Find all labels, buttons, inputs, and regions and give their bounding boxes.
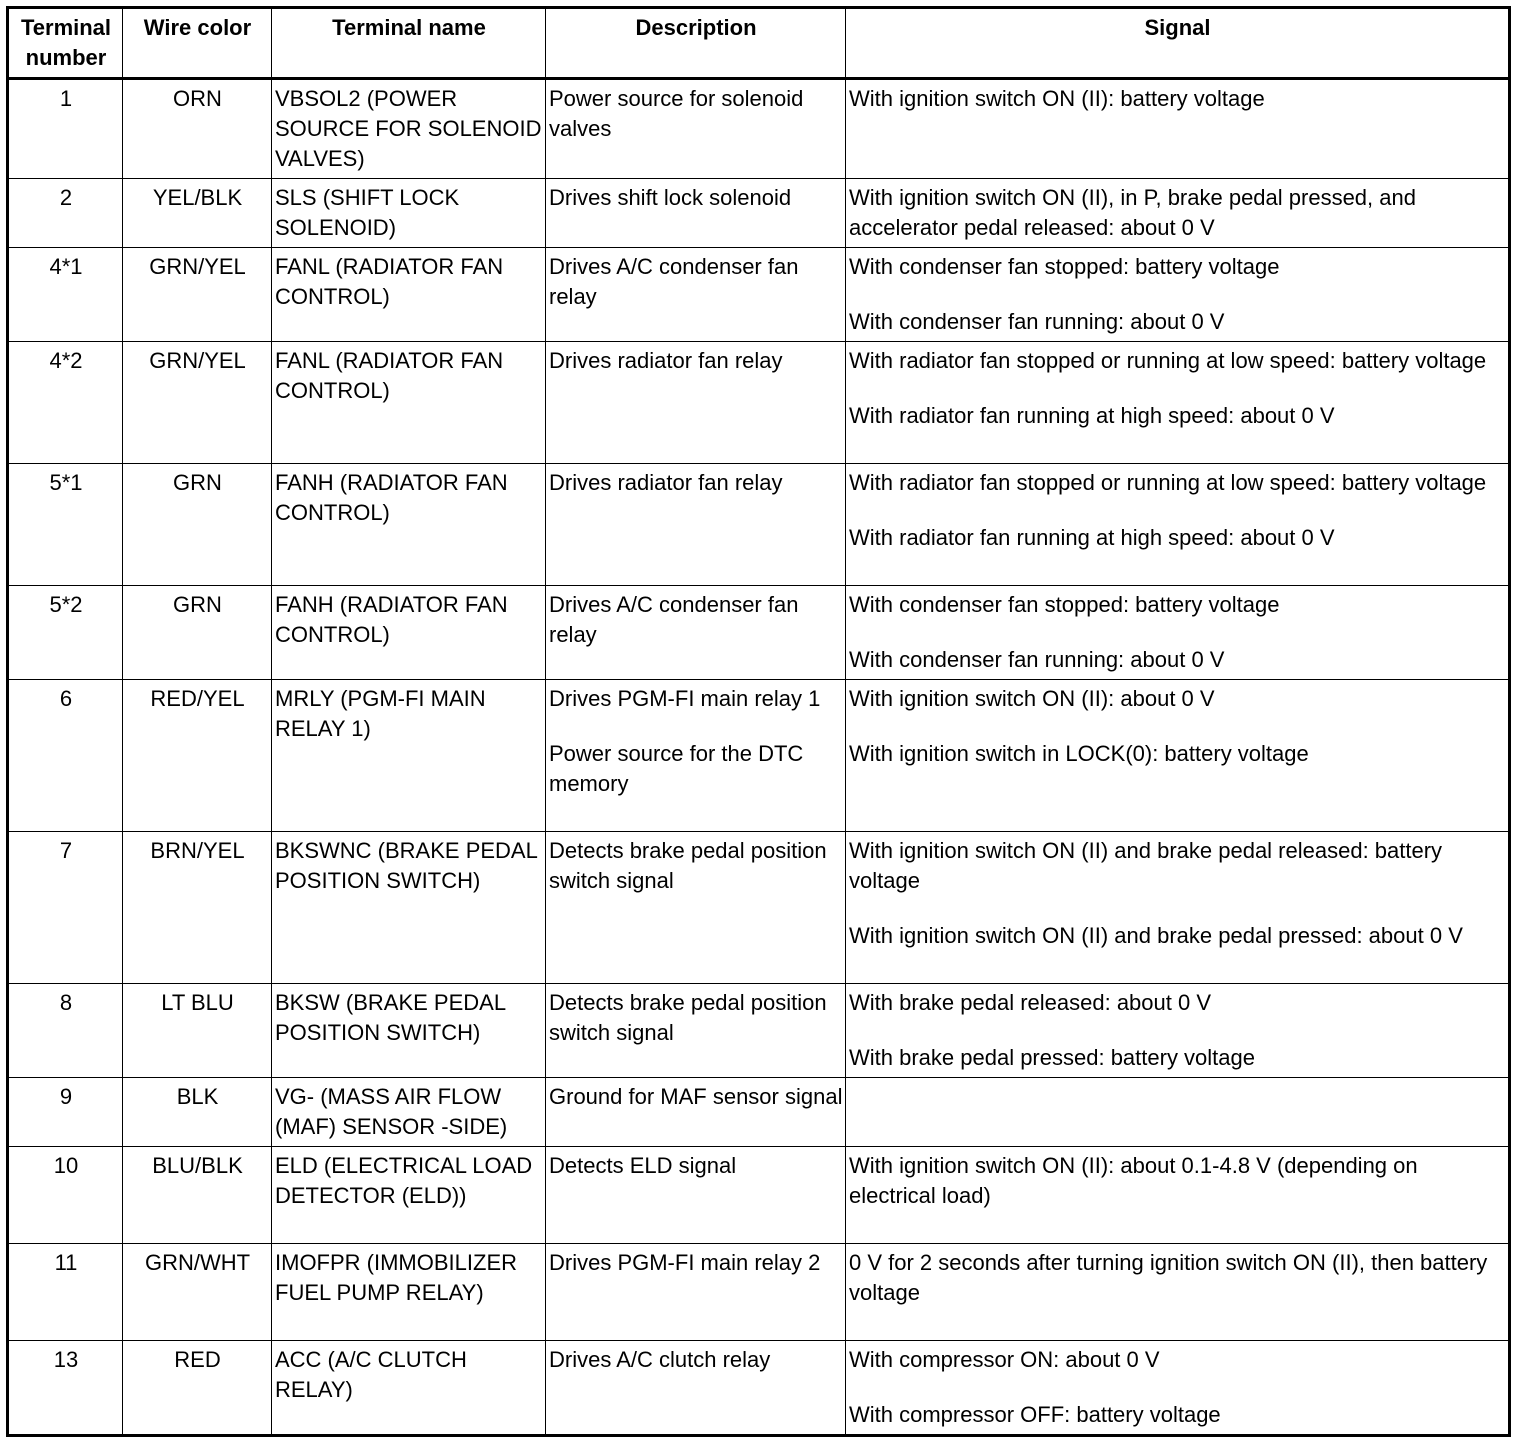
description-cell [546, 1341, 846, 1436]
description-text: Drives A/C clutch relay [549, 1347, 771, 1372]
description-cell [546, 1244, 846, 1341]
terminal-name-cell: MRLY (PGM-FI MAIN RELAY 1) [272, 680, 546, 832]
description-text: Drives PGM-FI main relay 1 [549, 686, 821, 711]
description-text: Drives radiator fan relay [549, 348, 783, 373]
terminal-number-cell: 8 [8, 984, 123, 1078]
description-text: Drives radiator fan relay [549, 470, 783, 495]
signal-cell [846, 1244, 1510, 1341]
signal-text: With ignition switch ON (II) and brake pedal pressed: about 0 V [849, 923, 1463, 948]
terminal-number-cell: 13 [8, 1341, 123, 1436]
description-text: Drives A/C condenser fan relay [549, 592, 799, 647]
signal-cell [846, 680, 1510, 832]
table-row [8, 464, 1510, 586]
signal-cell [846, 79, 1510, 179]
wire-color-cell: LT BLU [123, 984, 272, 1078]
terminal-number-cell: 4*1 [8, 248, 123, 342]
header-terminal-number: Terminal number [8, 8, 123, 79]
table-row [8, 586, 1510, 680]
header-description: Description [546, 8, 846, 79]
wire-color-cell: BRN/YEL [123, 832, 272, 984]
description-text: Ground for MAF sensor signal [549, 1084, 843, 1109]
description-text: Drives PGM-FI main relay 2 [549, 1250, 821, 1275]
table-row [8, 1341, 1510, 1436]
table-row [8, 248, 1510, 342]
terminal-number-cell: 1 [8, 79, 123, 179]
wire-color-cell: BLK [123, 1078, 272, 1147]
signal-text: 0 V for 2 seconds after turning ignition switch ON (II), then battery voltage [849, 1250, 1488, 1305]
terminal-table [6, 6, 1511, 1437]
terminal-name-cell: SLS (SHIFT LOCK SOLENOID) [272, 179, 546, 248]
description-text: Drives A/C condenser fan relay [549, 254, 799, 309]
terminal-name-cell: ACC (A/C CLUTCH RELAY) [272, 1341, 546, 1436]
signal-cell [846, 832, 1510, 984]
wire-color-cell: YEL/BLK [123, 179, 272, 248]
description-text: Detects brake pedal position switch signal [549, 990, 827, 1045]
description-cell [546, 1147, 846, 1244]
terminal-number-cell: 5*2 [8, 586, 123, 680]
signal-text: With radiator fan stopped or running at low speed: battery voltage [849, 348, 1487, 373]
wire-color-cell: BLU/BLK [123, 1147, 272, 1244]
signal-text: With radiator fan running at high speed: about 0 V [849, 525, 1335, 550]
description-cell [546, 179, 846, 248]
table-row [8, 1244, 1510, 1341]
header-signal: Signal [846, 8, 1510, 79]
description-cell [546, 464, 846, 586]
signal-cell [846, 464, 1510, 586]
signal-cell [846, 1147, 1510, 1244]
terminal-name-cell: FANH (RADIATOR FAN CONTROL) [272, 586, 546, 680]
table-row [8, 342, 1510, 464]
signal-text: With ignition switch in LOCK(0): battery voltage [849, 741, 1309, 766]
table-row [8, 832, 1510, 984]
signal-text: With compressor ON: about 0 V [849, 1347, 1160, 1372]
signal-text: With condenser fan stopped: battery voltage [849, 254, 1280, 279]
description-text: Detects brake pedal position switch signal [549, 838, 827, 893]
wire-color-cell: GRN/YEL [123, 342, 272, 464]
wire-color-cell: GRN [123, 586, 272, 680]
table-row [8, 1147, 1510, 1244]
table-header [8, 8, 1510, 79]
terminal-number-cell: 4*2 [8, 342, 123, 464]
table-row [8, 179, 1510, 248]
table-row [8, 680, 1510, 832]
description-cell [546, 680, 846, 832]
terminal-number-cell: 9 [8, 1078, 123, 1147]
signal-text: With condenser fan running: about 0 V [849, 309, 1225, 334]
table-row [8, 79, 1510, 179]
signal-cell [846, 248, 1510, 342]
header-wire-color: Wire color [123, 8, 272, 79]
wire-color-cell: RED/YEL [123, 680, 272, 832]
description-cell [546, 832, 846, 984]
signal-text: With ignition switch ON (II) and brake pedal released: battery voltage [849, 838, 1443, 893]
header-row [8, 8, 1510, 79]
description-cell [546, 342, 846, 464]
signal-text: With condenser fan running: about 0 V [849, 647, 1225, 672]
signal-text: With radiator fan stopped or running at low speed: battery voltage [849, 470, 1487, 495]
signal-cell [846, 342, 1510, 464]
signal-cell [846, 1078, 1510, 1147]
table-body [8, 79, 1510, 1436]
description-text: Drives shift lock solenoid [549, 185, 792, 210]
signal-text: With ignition switch ON (II): about 0.1-4.8 V (depending on electrical load) [849, 1153, 1418, 1208]
wire-color-cell: RED [123, 1341, 272, 1436]
terminal-name-cell: FANH (RADIATOR FAN CONTROL) [272, 464, 546, 586]
header-terminal-name: Terminal name [272, 8, 546, 79]
signal-cell [846, 179, 1510, 248]
signal-text: With brake pedal pressed: battery voltage [849, 1045, 1256, 1070]
description-cell [546, 1078, 846, 1147]
terminal-number-cell: 2 [8, 179, 123, 248]
terminal-number-cell: 10 [8, 1147, 123, 1244]
terminal-number-cell: 7 [8, 832, 123, 984]
description-text: Power source for the DTC memory [549, 741, 804, 796]
wire-color-cell: GRN/YEL [123, 248, 272, 342]
signal-cell [846, 586, 1510, 680]
signal-text: With condenser fan stopped: battery voltage [849, 592, 1280, 617]
description-cell [546, 248, 846, 342]
description-cell [546, 79, 846, 179]
description-text: Power source for solenoid valves [549, 86, 804, 141]
description-cell [546, 984, 846, 1078]
signal-text: With brake pedal released: about 0 V [849, 990, 1212, 1015]
wire-color-cell: ORN [123, 79, 272, 179]
signal-text: With ignition switch ON (II), in P, brake pedal pressed, and accelerator pedal released: about 0 V [849, 185, 1416, 240]
terminal-name-cell: FANL (RADIATOR FAN CONTROL) [272, 342, 546, 464]
terminal-name-cell: VG- (MASS AIR FLOW (MAF) SENSOR -SIDE) [272, 1078, 546, 1147]
table-row [8, 984, 1510, 1078]
signal-text: With ignition switch ON (II): about 0 V [849, 686, 1215, 711]
table-row [8, 1078, 1510, 1147]
terminal-name-cell: BKSW (BRAKE PEDAL POSITION SWITCH) [272, 984, 546, 1078]
terminal-name-cell: VBSOL2 (POWER SOURCE FOR SOLENOID VALVES) [272, 79, 546, 179]
signal-text: With compressor OFF: battery voltage [849, 1402, 1221, 1427]
wire-color-cell: GRN [123, 464, 272, 586]
terminal-name-cell: ELD (ELECTRICAL LOAD DETECTOR (ELD)) [272, 1147, 546, 1244]
signal-cell [846, 984, 1510, 1078]
description-cell [546, 586, 846, 680]
terminal-name-cell: IMOFPR (IMMOBILIZER FUEL PUMP RELAY) [272, 1244, 546, 1341]
wire-color-cell: GRN/WHT [123, 1244, 272, 1341]
terminal-number-cell: 6 [8, 680, 123, 832]
terminal-name-cell: BKSWNC (BRAKE PEDAL POSITION SWITCH) [272, 832, 546, 984]
terminal-number-cell: 11 [8, 1244, 123, 1341]
description-text: Detects ELD signal [549, 1153, 737, 1178]
signal-text: With radiator fan running at high speed: about 0 V [849, 403, 1335, 428]
terminal-number-cell: 5*1 [8, 464, 123, 586]
signal-cell [846, 1341, 1510, 1436]
terminal-name-cell: FANL (RADIATOR FAN CONTROL) [272, 248, 546, 342]
signal-text: With ignition switch ON (II): battery voltage [849, 86, 1265, 111]
